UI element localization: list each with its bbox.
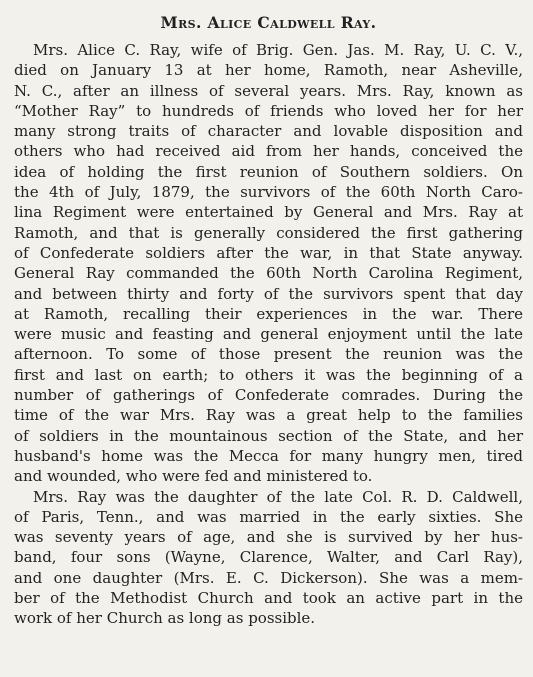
article-title: Mrs. Alice Caldwell Ray. (160, 13, 377, 32)
text-line: died on January 13 at her home, Ramoth, near Asheville, (14, 61, 523, 80)
text-line: of soldiers in the mountainous section of the State, and her (14, 426, 523, 445)
text-line: “Mother Ray” to hundreds of friends who loved her for her (14, 101, 523, 120)
text-line: number of gatherings of Confederate comrades. During the (14, 386, 523, 405)
text-line: others who had received aid from her hands, conceived the (14, 142, 523, 161)
text-line: time of the war Mrs. Ray was a great help to the families (14, 406, 523, 425)
text-line: of Paris, Tenn., and was married in the early sixties. She (14, 507, 523, 526)
text-line: ber of the Methodist Church and took an active part in the (14, 589, 523, 608)
article-paragraph (14, 487, 523, 629)
text-line: and one daughter (Mrs. E. C. Dickerson). She was a mem- (14, 568, 523, 587)
text-line: and between thirty and forty of the survivors spent that day (14, 284, 523, 303)
text-line: of Confederate soldiers after the war, in that State anyway. (14, 243, 523, 262)
text-line: Mrs. Ray was the daughter of the late Col. R. D. Caldwell, (33, 487, 523, 506)
text-line: afternoon. To some of those present the reunion was the (14, 345, 523, 364)
text-line: first and last on earth; to others it was the beginning of a (14, 365, 523, 384)
text-line: idea of holding the first reunion of Southern soldiers. On (14, 162, 523, 181)
text-line: work of her Church as long as possible. (14, 609, 316, 628)
article-body (14, 40, 523, 629)
text-line: husband's home was the Mecca for many hungry men, tired (14, 446, 523, 465)
text-line: the 4th of July, 1879, the survivors of the 60th North Caro- (14, 183, 523, 202)
text-line: and wounded, who were fed and ministered to. (14, 467, 373, 486)
article-paragraph (14, 40, 523, 487)
text-line: band, four sons (Wayne, Clarence, Walter, and Carl Ray), (14, 548, 523, 567)
text-line: N. C., after an illness of several years. Mrs. Ray, known as (14, 81, 523, 100)
text-line: Ramoth, and that is generally considered the first gathering (14, 223, 523, 242)
text-line: at Ramoth, recalling their experiences in the war. There (14, 304, 523, 323)
text-line: were music and feasting and general enjoyment until the late (14, 325, 523, 344)
text-line: many strong traits of character and lovable disposition and (14, 122, 523, 141)
text-line: Mrs. Alice C. Ray, wife of Brig. Gen. Jas. M. Ray, U. C. V., (33, 41, 523, 59)
text-line: lina Regiment were entertained by General and Mrs. Ray at (14, 203, 523, 222)
text-line: General Ray commanded the 60th North Carolina Regiment, (14, 264, 523, 283)
text-line: was seventy years of age, and she is survived by her hus- (14, 528, 523, 547)
